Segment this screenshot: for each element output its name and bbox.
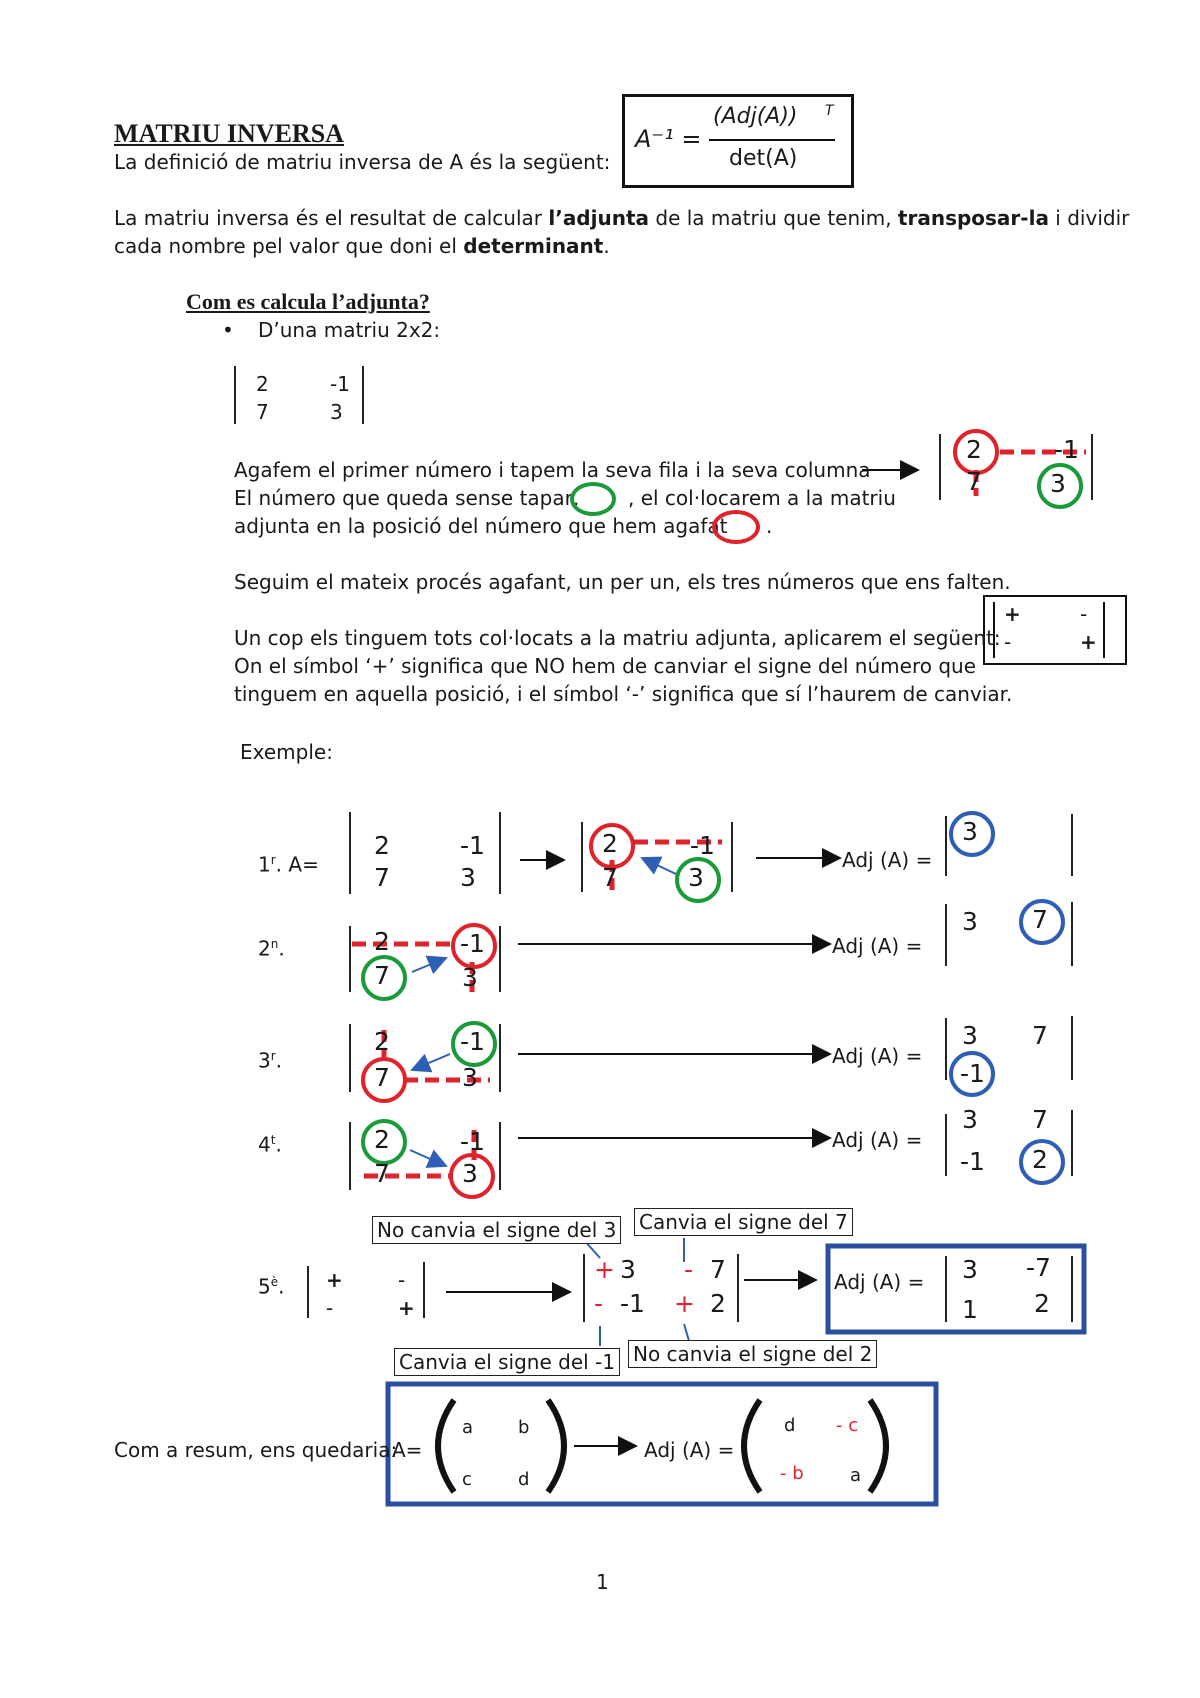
sample-matrix-b: -1 — [330, 372, 350, 396]
step5-adj-label: Adj (A) = — [834, 1270, 925, 1294]
explanation-line-3: adjunta en la posició del número que hem agafat — [234, 514, 728, 538]
step5-plus-d: + — [674, 1289, 695, 1318]
formula-numerator: (Adj(A)) — [713, 104, 798, 129]
note-no-change-2: No canvia el signe del 2 — [628, 1340, 877, 1368]
step5-adj-negc: -7 — [1026, 1253, 1051, 1282]
step5-val-b: 7 — [710, 1255, 726, 1284]
sample-matrix-a: 2 — [256, 372, 269, 396]
step2-d: 3 — [462, 963, 478, 992]
page-title: MATRIU INVERSA — [114, 119, 344, 148]
formula-superscript: T — [825, 103, 834, 119]
intro-line-2: cada nombre pel valor que doni el determinant. — [114, 234, 610, 258]
step2-c: 7 — [374, 961, 390, 990]
summary-m-d: d — [518, 1469, 530, 1490]
step4-b: -1 — [460, 1127, 485, 1156]
page-number: 1 — [596, 1570, 609, 1594]
step3-adj-d: 3 — [962, 1021, 978, 1050]
sign-text-2: On el símbol ‘+’ significa que NO hem de canviar el signe del número que — [234, 654, 977, 678]
illustration-c: 7 — [966, 467, 982, 496]
step4-a: 2 — [374, 1125, 390, 1154]
explanation-line-2b: , el col·locarem a la matriu — [628, 486, 896, 510]
step5-minus-c: - — [594, 1289, 604, 1318]
step-1-label: 1$^r$. A= — [258, 852, 319, 877]
sample-matrix-c: 7 — [256, 400, 269, 424]
sample-matrix-d: 3 — [330, 400, 343, 424]
step2-adj-label: Adj (A) = — [832, 934, 923, 958]
step4-d: 3 — [462, 1159, 478, 1188]
step5-val-a: 3 — [620, 1255, 636, 1284]
step5-sign-10: - — [326, 1296, 334, 1320]
sign-matrix-10: - — [1004, 630, 1012, 654]
step3-d: 3 — [462, 1063, 478, 1092]
example-label: Exemple: — [240, 740, 333, 764]
step1-c: 7 — [374, 863, 390, 892]
step3-a: 2 — [374, 1027, 390, 1056]
explanation-line-3-end: . — [766, 514, 773, 538]
step-4-label: 4$^t$. — [258, 1132, 282, 1157]
step2-adj-c: 7 — [1032, 905, 1048, 934]
step1-adj-d: 3 — [962, 817, 978, 846]
summary-adj-d: d — [784, 1415, 796, 1436]
summary-adj-negb: - b — [780, 1463, 804, 1484]
step5-minus-b: - — [684, 1255, 694, 1284]
sign-text-3: tinguem en aquella posició, i el símbol ‘-’ significa que sí l’haurem de canviar. — [234, 682, 1013, 706]
summary-text: Com a resum, ens quedaria: — [114, 1438, 398, 1462]
step4-adj-a: 2 — [1032, 1145, 1048, 1174]
summary-m-c: c — [462, 1469, 472, 1490]
step1-b: -1 — [460, 831, 485, 860]
explanation-line-2a: El número que queda sense tapar, — [234, 486, 580, 510]
sign-matrix-01: - — [1080, 602, 1088, 626]
definition-text: La definició de matriu inversa de A és la següent: — [114, 150, 611, 174]
summary-adj-label: Adj (A) = — [644, 1438, 735, 1462]
note-change-7: Canvia el signe del 7 — [634, 1208, 853, 1236]
step3-adj-b: -1 — [960, 1059, 985, 1088]
step-2-label: 2$^n$. — [258, 936, 285, 961]
step1-cover-c: 7 — [602, 863, 618, 892]
step3-adj-label: Adj (A) = — [832, 1044, 923, 1068]
step5-adj-one: 1 — [962, 1295, 978, 1324]
step5-sign-00: + — [326, 1268, 343, 1292]
step5-adj-a: 2 — [1034, 1289, 1050, 1318]
formula-lhs: A⁻¹ = — [635, 125, 702, 153]
summary-adj-a: a — [850, 1465, 862, 1486]
sign-text-1: Un cop els tinguem tots col·locats a la matriu adjunta, aplicarem el següent: — [234, 626, 1001, 650]
summary-adj-negc: - c — [836, 1415, 859, 1436]
bullet-text: D’una matriu 2x2: — [258, 318, 441, 342]
illustration-d: 3 — [1050, 469, 1066, 498]
explanation-line-1: Agafem el primer número i tapem la seva fila i la seva columna — [234, 458, 871, 482]
step1-d: 3 — [460, 863, 476, 892]
section-subtitle: Com es calcula l’adjunta? — [186, 289, 430, 314]
formula-denominator: det(A) — [729, 146, 798, 171]
step5-plus-a: + — [594, 1255, 615, 1284]
note-change-m1: Canvia el signe del -1 — [394, 1348, 620, 1376]
step3-c: 7 — [374, 1063, 390, 1092]
step4-adj-c: 7 — [1032, 1105, 1048, 1134]
summary-a-eq: A= — [392, 1438, 423, 1462]
step4-adj-d: 3 — [962, 1105, 978, 1134]
step3-adj-c: 7 — [1032, 1021, 1048, 1050]
step2-adj-d: 3 — [962, 907, 978, 936]
step2-a: 2 — [374, 927, 390, 956]
step4-adj-b: -1 — [960, 1147, 985, 1176]
step1-cover-b: -1 — [690, 831, 715, 860]
step1-a: 2 — [374, 831, 390, 860]
note-no-change-3: No canvia el signe del 3 — [372, 1216, 621, 1244]
step5-sign-01: - — [398, 1268, 406, 1292]
bullet-dot: • — [222, 318, 234, 342]
sign-matrix-11: + — [1080, 630, 1097, 654]
step-5-label: $5^è$. — [258, 1274, 285, 1299]
step3-b: -1 — [460, 1027, 485, 1056]
step1-cover-a: 2 — [602, 829, 618, 858]
illustration-b: -1 — [1054, 435, 1079, 464]
step-3-label: 3$^r$. — [258, 1048, 283, 1073]
step1-adj-label: Adj (A) = — [842, 848, 933, 872]
step5-sign-11: + — [398, 1296, 415, 1320]
summary-m-b: b — [518, 1417, 530, 1438]
intro-line-1: La matriu inversa és el resultat de calcular l’adjunta de la matriu que tenim, transposar-la i dividir — [114, 206, 1130, 230]
step5-val-c: -1 — [620, 1289, 645, 1318]
step2-b: -1 — [460, 929, 485, 958]
step5-val-d: 2 — [710, 1289, 726, 1318]
step1-cover-d: 3 — [688, 863, 704, 892]
repeat-text: Seguim el mateix procés agafant, un per un, els tres números que ens falten. — [234, 570, 1011, 594]
sign-matrix-00: + — [1004, 602, 1021, 626]
summary-m-a: a — [462, 1417, 474, 1438]
step4-c: 7 — [374, 1159, 390, 1188]
step4-adj-label: Adj (A) = — [832, 1128, 923, 1152]
illustration-a: 2 — [966, 435, 982, 464]
step5-adj-d: 3 — [962, 1255, 978, 1284]
